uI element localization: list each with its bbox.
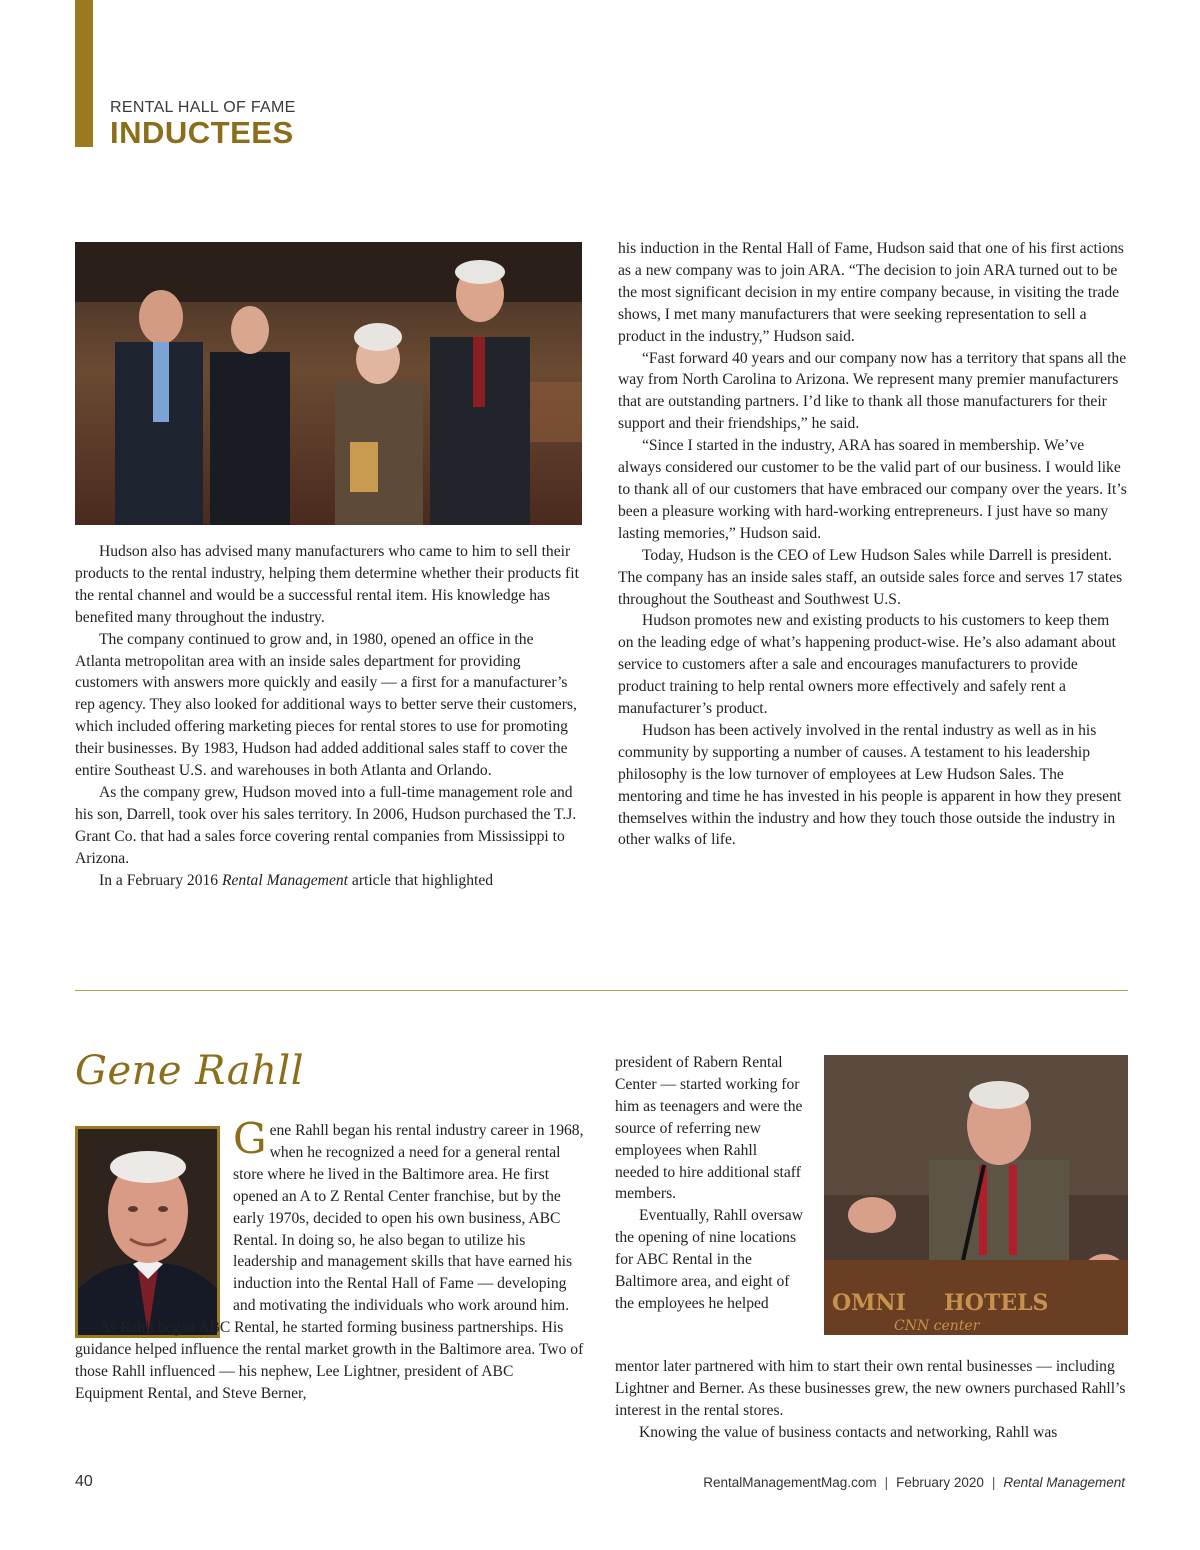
section-title: INDUCTEES (110, 115, 294, 150)
article-paragraph: Eventually, Rahll oversaw the opening of nine locations for ABC Rental in the Baltimore area, and eight of the employees he helped (615, 1207, 803, 1312)
podium-sign-brand: HOTELS (944, 1290, 1049, 1316)
article-paragraph: Hudson also has advised many manufacturers who came to him to sell their products to the rental industry, helping them determine whether their products fit the rental channel and would be a successful rental item. His knowledge has benefited many throughout the industry. (75, 543, 579, 626)
article-paragraph: Knowing the value of business contacts and networking, Rahll was (639, 1423, 1058, 1441)
hudson-group-photo (75, 242, 582, 525)
footer-separator: | (884, 1475, 889, 1490)
footer-publication: Rental Management (1003, 1475, 1125, 1490)
publication-title: Rental Management (221, 871, 348, 889)
footer-site: RentalManagementMag.com (703, 1475, 877, 1490)
section-kicker: RENTAL HALL OF FAME (110, 99, 296, 116)
rahll-left-column (75, 1114, 585, 1405)
rahll-podium-photo (824, 1055, 1128, 1335)
article-paragraph: mentor later partnered with him to start their own rental businesses — including Lightner and Berner. As these businesses grew, the new owners purchased Rahll’s interest in the rental stores. (615, 1358, 1126, 1419)
rahll-right-wide (615, 1356, 1130, 1444)
article-paragraph: his induction in the Rental Hall of Fame, Hudson said that one of his first actions as a new company was to join ARA. “The decision to join ARA turned out to be the most significant decision in my entire company because, in visiting the trade shows, I met many manufacturers that were seeking representation to sell a product in the industry,” Hudson said. (618, 240, 1124, 345)
footer-issue: February 2020 (896, 1475, 984, 1490)
rahll-right-narrow (615, 1052, 805, 1315)
article-paragraph: As Rahll began ABC Rental, he started forming business partnerships. His guidance helped influence the rental market growth in the Baltimore area. Two of those Rahll influenced — his nephew, Lee Lightner, president of ABC Equipment Rental, and Steve Berner, (75, 1319, 584, 1402)
inductee-name: Gene Rahll (75, 1048, 305, 1094)
podium-sign-subtext: CNN center (894, 1318, 980, 1334)
article-paragraph: “Since I started in the industry, ARA has soared in membership. We’ve always considered our customer to be the valid part of our business. I would like to thank all of our customers that have embraced our company over the years. It’s been a pleasure working with hard-working entrepreneurs. I just have so many lasting memories,” Hudson said. (618, 437, 1127, 542)
article-paragraph: Hudson promotes new and existing products to his customers to keep them on the leading edge of what’s happening product-wise. He’s also adamant about service to customers after a sale and encourages manufacturers to provide product training to help rental owners more effectively and safely rent a manufacturer’s product. (618, 612, 1116, 718)
footer-credit (703, 1475, 1125, 1490)
article-paragraph: As the company grew, Hudson moved into a full-time management role and his son, Darrell, took over his sales territory. In 2006, Hudson purchased the T.J. Grant Co. that had a sales force covering rental companies from Mississippi to Arizona. (75, 783, 577, 867)
podium-sign-text: OMNI (832, 1290, 906, 1316)
article-paragraph: Hudson has been actively involved in the rental industry as well as in his community by supporting a number of causes. A testament to his leadership philosophy is the low turnover of employees at Lew Hudson Sales. The mentoring and time he has invested in his people is apparent in how they present themselves within the industry and how they touch those outside the industry in other walks of life. (618, 721, 1122, 849)
article-paragraph: president of Rabern Rental Center — started working for him as teenagers and were the source of referring new employees when Rahll needed to hire additional staff members. (615, 1054, 803, 1203)
article-paragraph: “Fast forward 40 years and our company now has a territory that spans all the way from North Carolina to Arizona. We represent many premier manufacturers that are outstanding partners. I’d like to thank all those manufacturers for their support and their friendships,” he said. (618, 349, 1127, 433)
section-accent-bar (75, 0, 93, 147)
rahll-intro: Gene Rahll began his rental industry career in 1968, when he recognized a need for a general rental store where he lived in the Baltimore area. He first opened an A to Z Rental Center franchise, but by the early 1970s, decided to open his own business, ABC Rental. In doing so, he also began to utilize his leadership and management skills that have earned his induction into the Rental Hall of Fame — developing and motivating the individuals who work around him. (233, 1114, 584, 1315)
hudson-right-column (618, 238, 1128, 851)
article-paragraph: Today, Hudson is the CEO of Lew Hudson Sales while Darrell is president. The company has an inside sales staff, an outside sales force and serves 17 states throughout the Southeast and Southwest U.S. (618, 546, 1123, 608)
article-paragraph: The company continued to grow and, in 1980, opened an office in the Atlanta metropolitan area with an inside sales department for providing customers with answers more quickly and easily — a first for a manufacturer’s rep agency. They also looked for additional ways to better serve their customers, which included offering marketing pieces for rental stores to use for promoting their businesses. By 1983, Hudson had added additional sales staff to cover the entire Southeast U.S. and warehouses in both Atlanta and Orlando. (75, 630, 577, 780)
footer-separator: | (991, 1475, 996, 1490)
article-paragraph: In a February 2016 Rental Management article that highlighted (99, 871, 494, 889)
hudson-left-column (75, 541, 582, 892)
page-number: 40 (75, 1473, 93, 1490)
drop-cap: G (233, 1114, 267, 1163)
section-divider (75, 990, 1128, 991)
